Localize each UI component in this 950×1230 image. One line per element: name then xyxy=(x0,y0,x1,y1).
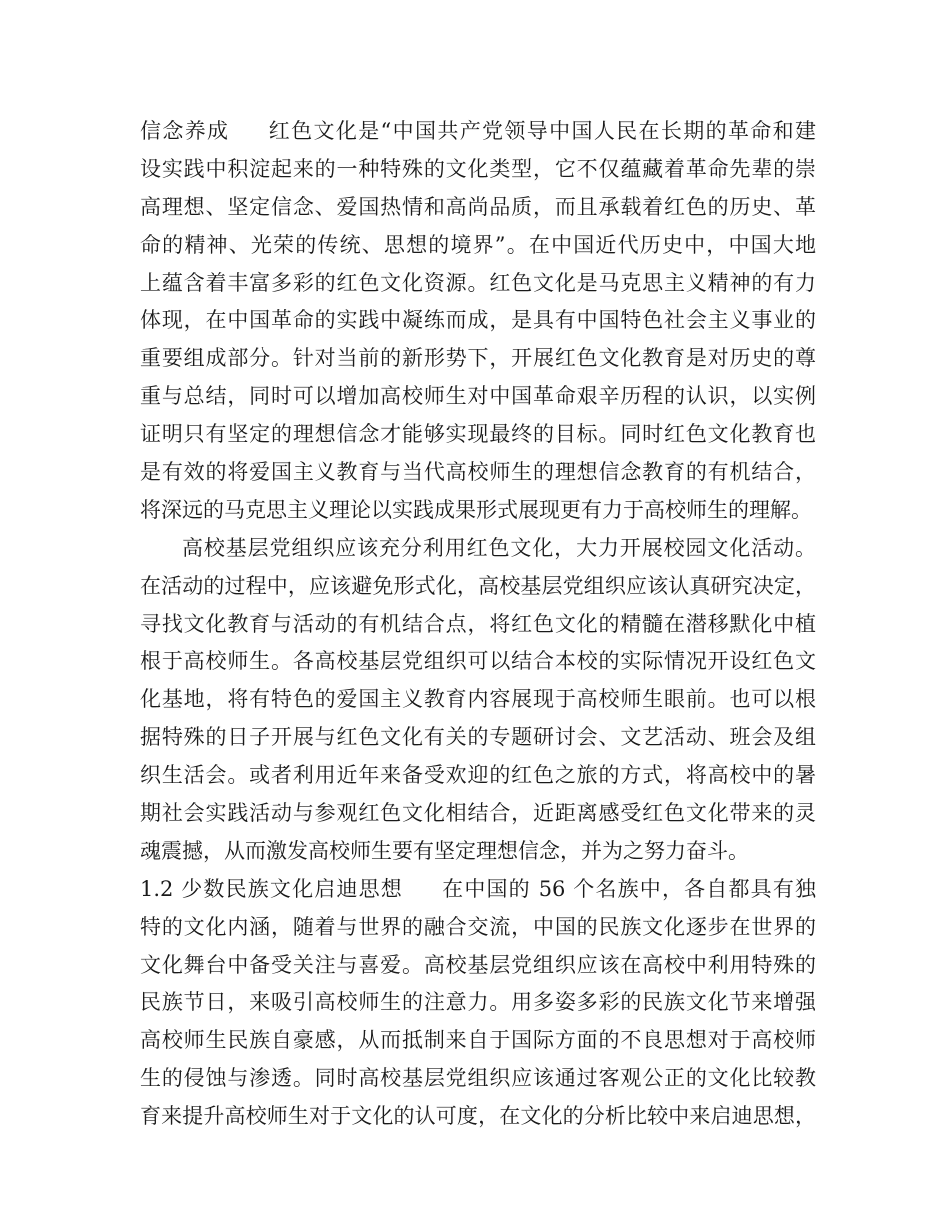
section-1-line-1 xyxy=(140,113,816,151)
paragraph-line: 化基地，将有特色的爱国主义教育内容展现于高校师生眼前。也可以根 xyxy=(140,687,816,712)
paragraph-line: 寻找文化教育与活动的有机结合点，将红色文化的精髓在潜移默化中植 xyxy=(140,611,816,636)
paragraph-line: 高校基层党组织应该充分利用红色文化，大力开展校园文化活动。 xyxy=(182,535,816,560)
paragraph-line: 体现，在中国革命的实践中凝练而成，是具有中国特色社会主义事业的 xyxy=(140,308,816,333)
section-heading: 信念养成 xyxy=(140,119,230,143)
paragraph-line: 重要组成部分。针对当前的新形势下，开展红色文化教育是对历史的尊 xyxy=(140,346,816,371)
paragraph-line: 将深远的马克思主义理论以实践成果形式展现更有力于高校师生的理解。 xyxy=(140,497,812,522)
section-heading: 1.2 少数民族文化启迪思想 xyxy=(140,876,403,901)
paragraph-line: 是有效的将爱国主义教育与当代高校师生的理想信念教育的有机结合， xyxy=(140,460,816,485)
paragraph-line: 设实践中积淀起来的一种特殊的文化类型，它不仅蕴藏着革命先辈的崇 xyxy=(140,156,816,181)
paragraph-line: 高理想、坚定信念、爱国热情和高尚品质，而且承载着红色的历史、革 xyxy=(140,194,816,219)
paragraph-line: 上蕴含着丰富多彩的红色文化资源。红色文化是马克思主义精神的有力 xyxy=(140,270,816,295)
paragraph-text: 红色文化是“中国共产党领导中国人民在长期的革命和建 xyxy=(267,119,816,143)
paragraph-line: 根于高校师生。各高校基层党组织可以结合本校的实际情况开设红色文 xyxy=(140,649,816,674)
paragraph-line: 文化舞台中备受关注与喜爱。高校基层党组织应该在高校中利用特殊的 xyxy=(140,952,816,977)
section-3-line-1 xyxy=(140,871,816,909)
paragraph-line: 高校师生民族自豪感，从而抵制来自于国际方面的不良思想对于高校师 xyxy=(140,1028,816,1053)
paragraph-line: 民族节日，来吸引高校师生的注意力。用多姿多彩的民族文化节来增强 xyxy=(140,990,816,1015)
paragraph-line: 期社会实践活动与参观红色文化相结合，近距离感受红色文化带来的灵 xyxy=(140,801,816,826)
paragraph-line: 命的精神、光荣的传统、思想的境界”。在中国近代历史中，中国大地 xyxy=(140,232,816,257)
paragraph-line: 重与总结，同时可以增加高校师生对中国革命艰辛历程的认识，以实例 xyxy=(140,384,816,409)
paragraph-line: 魂震撼，从而激发高校师生要有坚定理想信念，并为之努力奋斗。 xyxy=(140,838,749,863)
paragraph-line: 织生活会。或者利用近年来备受欢迎的红色之旅的方式，将高校中的暑 xyxy=(140,763,816,788)
paragraph-line: 生的侵蚀与渗透。同时高校基层党组织应该通过客观公正的文化比较教 xyxy=(140,1066,816,1091)
paragraph-line: 据特殊的日子开展与红色文化有关的专题研讨会、文艺活动、班会及组 xyxy=(140,725,816,750)
paragraph-line: 证明只有坚定的理想信念才能够实现最终的目标。同时红色文化教育也 xyxy=(140,422,816,447)
document-body xyxy=(140,113,816,1136)
paragraph-line: 育来提升高校师生对于文化的认可度，在文化的分析比较中来启迪思想， xyxy=(140,1104,816,1129)
paragraph-line: 在活动的过程中，应该避免形式化，高校基层党组织应该认真研究决定， xyxy=(140,573,816,598)
paragraph-line: 特的文化内涵，随着与世界的融合交流，中国的民族文化逐步在世界的 xyxy=(140,914,816,939)
paragraph-text: 在中国的 56 个名族中，各自都具有独 xyxy=(440,876,816,901)
